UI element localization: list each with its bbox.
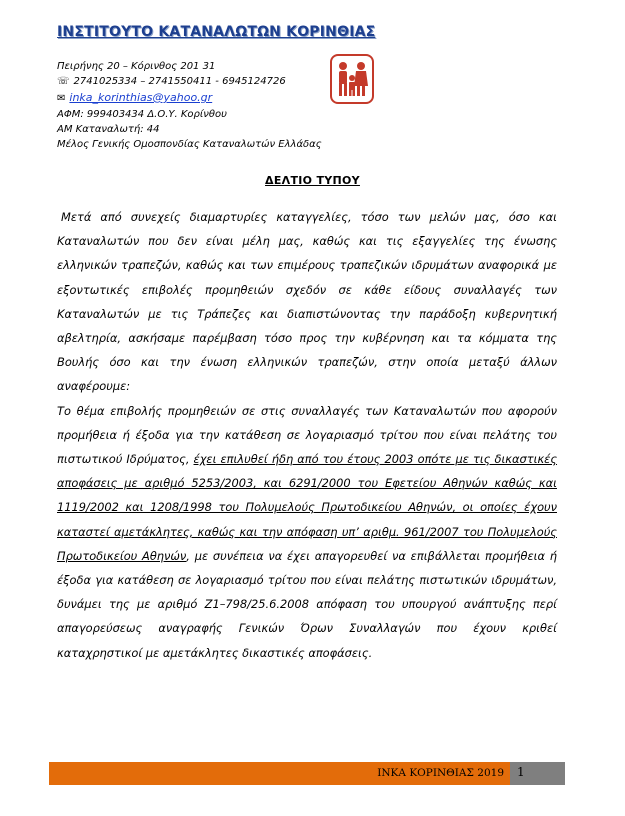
- paragraph-1: Μετά από συνεχείς διαμαρτυρίες καταγγελίες, τόσο των μελών μας, όσο και Καταναλωτών που δεν είναι μέλη μας, καθώς και τις εξαγγελίες της ένωσης ελληνικών τραπεζών, καθώς και των επιμέρους τραπεζικών ιδρυμάτων αναφορικά με εξοντωτικές επιβολές προμηθειών σχεδόν σε κάθε είδους συναλλαγές των Καταναλωτών με τις Τράπεζες και διαπιστώνοντας την παράδοξη κυβερνητική αβελτηρία, ασκήσαμε παρέμβαση τόσο προς την κυβέρνηση και τα κόμματα της Βουλής όσο και την ένωση ελληνικών τραπεζών, στην οποία μεταξύ άλλων αναφέρουμε:: [57, 210, 557, 394]
- paragraph-2-end: , με συνέπεια να έχει απαγορευθεί να επιβάλλεται προμήθεια ή έξοδα για κατάθεση σε λογαριασμό τρίτου που είναι πελάτης πιστωτικών ιδρυμάτων, δυνάμει της με αριθμό Ζ1–798/25.6.2008 απόφαση του υπουργού ανάπτυξης περί απαγορεύσεως αναγραφής Γενικών Όρων Συναλλαγών που έχουν κριθεί καταχρηστικοί με αμετάκλητες δικαστικές αποφάσεις.: [57, 548, 557, 660]
- footer-text: ΙΝΚΑ ΚΟΡΙΝΘΙΑΣ 2019: [377, 767, 504, 779]
- envelope-icon: ✉: [57, 93, 66, 104]
- footer-bar: [49, 762, 510, 785]
- court-decisions-underlined: έχει επιλυθεί ήδη από του έτους 2003 οπότε με τις δικαστικές αποφάσεις με αριθμό 5253/2003, και 6291/2000 του Εφετείου Αθηνών καθώς και 1119/2002 και 1208/1998 του Πολυμελούς Πρωτοδικείου Αθηνών, οι οποίες έχουν καταστεί αμετάκλητες, καθώς και την απόφαση υπ’ αριθμ. 961/2007 του Πολυμελούς Πρωτοδικείου Αθηνών: [57, 452, 558, 563]
- phone-line: [57, 75, 286, 88]
- membership-line: Μέλος Γενικής Ομοσπονδίας Καταναλωτών Ελλάδας: [57, 139, 322, 150]
- page-number: 1: [517, 765, 525, 779]
- press-release-heading: ΔΕΛΤΙΟ ΤΥΠΟΥ: [265, 174, 360, 187]
- tax-id-line: ΑΦΜ: 999403434 Δ.Ο.Υ. Κορίνθου: [57, 109, 227, 120]
- email-line: [57, 91, 212, 105]
- address-line: Πειρήνης 20 – Κόρινθος 201 31: [57, 61, 216, 72]
- email-link[interactable]: inka_korinthias@yahoo.gr: [69, 91, 213, 104]
- document-body: [57, 205, 557, 665]
- family-logo-icon: [330, 54, 374, 104]
- org-title: ΙΝΣΤΙΤΟΥΤΟ ΚΑΤΑΝΑΛΩΤΩΝ ΚΟΡΙΝΘΙΑΣ: [57, 24, 376, 40]
- phone-numbers: 2741025334 – 2741550411 - 6945124726: [73, 76, 286, 87]
- telephone-icon: ☏: [57, 76, 70, 87]
- paragraph-2-start: Το θέμα επιβολής προμηθειών σε στις συναλλαγές των Καταναλωτών που αφορούν προμήθεια ή έξοδα για την κατάθεση σε λογαριασμό τρίτου που είναι πελάτης του πιστωτικού Ιδρύματος,: [57, 403, 557, 467]
- consumer-reg-line: ΑΜ Καταναλωτή: 44: [57, 124, 160, 135]
- page-number-box: [510, 762, 565, 785]
- paragraph-2: [57, 399, 557, 665]
